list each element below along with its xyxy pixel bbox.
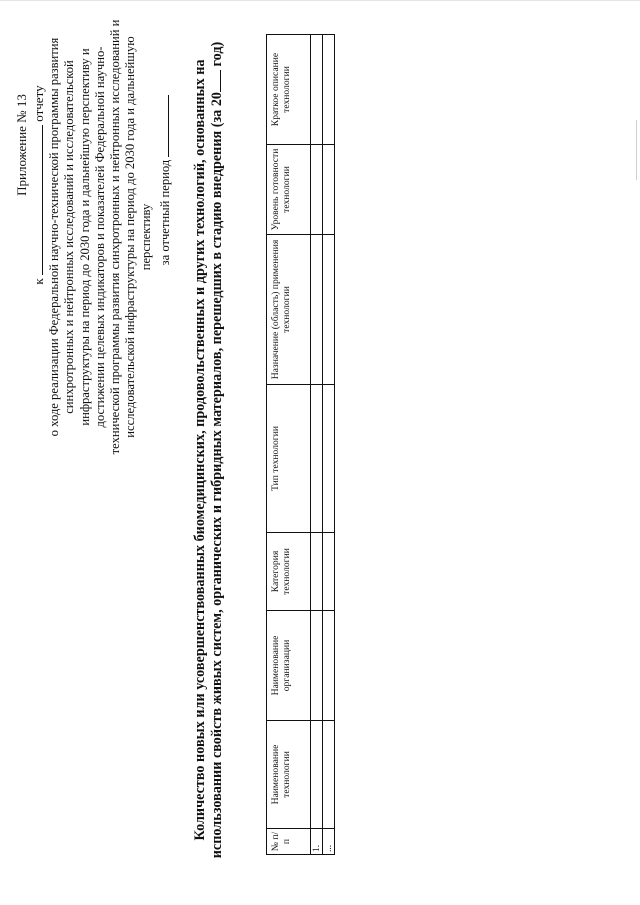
table-header-row bbox=[267, 35, 311, 855]
report-name-blank bbox=[31, 125, 43, 275]
table-cell bbox=[311, 145, 323, 235]
table-cell bbox=[311, 721, 323, 829]
header-number: № п/п bbox=[267, 829, 311, 855]
technologies-table bbox=[266, 34, 335, 855]
table-cell bbox=[311, 235, 323, 385]
table-cell bbox=[311, 533, 323, 611]
scan-edge-mark bbox=[0, 0, 640, 1]
title-main: Количество новых или усовершенствованных биомедицинских, продовольственных и других технологий, основанных на использовании свойств живых систем, органических и гибридных материалов, перешедших в стадию внедрения (за 20 bbox=[192, 59, 225, 859]
header-technology-category: Категория технологии bbox=[267, 533, 311, 611]
appendix-label: Приложение № 13 bbox=[14, 94, 29, 196]
title-end: год) bbox=[209, 41, 225, 67]
header-organization-name: Наименование организации bbox=[267, 611, 311, 721]
table-cell bbox=[323, 721, 335, 829]
period-line bbox=[158, 30, 173, 330]
table-cell bbox=[311, 611, 323, 721]
header-short-description: Краткое описание технологии bbox=[267, 35, 311, 145]
period-label: за отчетный период bbox=[158, 159, 172, 266]
scan-edge-mark bbox=[636, 120, 637, 180]
to-report-prefix: к bbox=[31, 278, 46, 285]
header-application-area: Назначение (область) применения технологии bbox=[267, 235, 311, 385]
header-technology-name: Наименование технологии bbox=[267, 721, 311, 829]
table-cell bbox=[311, 35, 323, 145]
table-cell bbox=[323, 235, 335, 385]
to-report-line bbox=[31, 25, 47, 345]
report-description: о ходе реализации Федеральной научно-технической программы развития синхротронных и нейтронных исследований и исследовательской инфраструктуры на период до 2030 года и дальнейшую перспективу и достижении целевых индикаторов и показателей Федеральной научно-технической программы развития синхротронных и нейтронных исследований и исследовательской инфраструктуры на период до 2030 года и дальнейшую перспективу bbox=[47, 19, 153, 455]
page-title bbox=[192, 40, 226, 860]
period-blank bbox=[158, 95, 169, 157]
to-report-word: отчету bbox=[31, 85, 46, 122]
table-cell bbox=[323, 35, 335, 145]
table-cell: 1. bbox=[311, 829, 323, 855]
header-technology-type: Тип технологии bbox=[267, 385, 311, 533]
table-cell: ... bbox=[323, 829, 335, 855]
table-cell bbox=[323, 611, 335, 721]
table-cell bbox=[323, 145, 335, 235]
header-readiness-level: Уровень готовности технологии bbox=[267, 145, 311, 235]
table-cell bbox=[323, 385, 335, 533]
table-cell bbox=[311, 385, 323, 533]
year-blank bbox=[209, 70, 221, 92]
table-cell bbox=[323, 533, 335, 611]
table-row bbox=[323, 35, 335, 855]
table-row bbox=[311, 35, 323, 855]
